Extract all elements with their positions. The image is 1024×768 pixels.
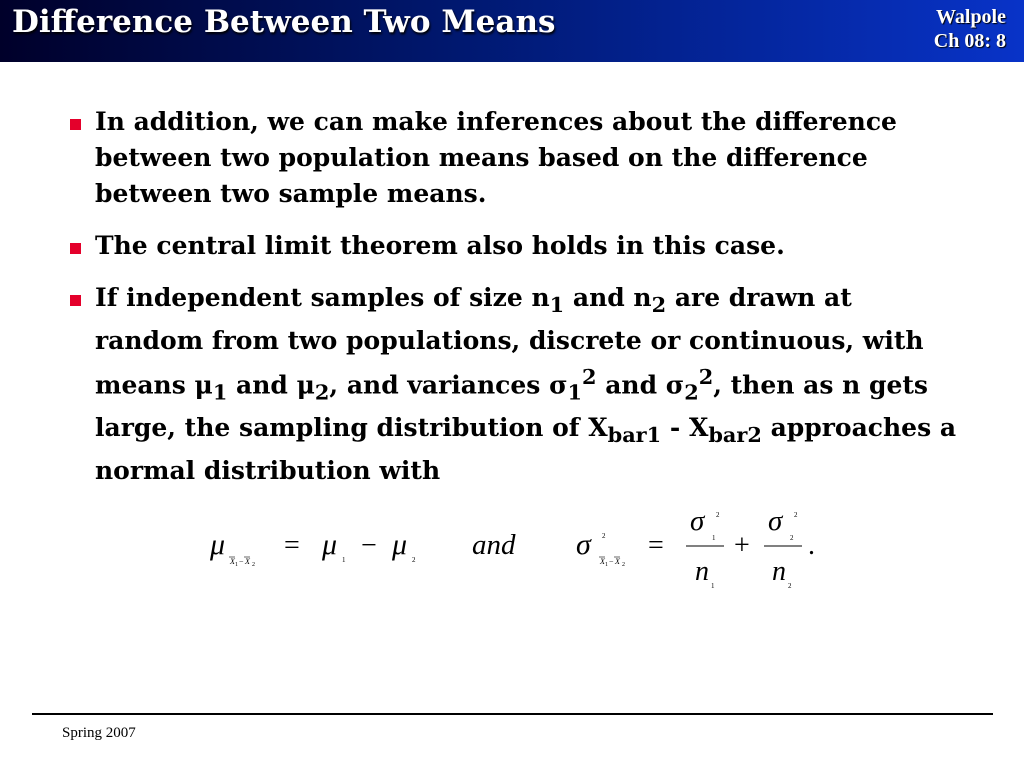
mu-symbol: μ: [194, 370, 213, 400]
sampling-distribution-formula: [198, 500, 838, 600]
subscript-one: 1: [605, 562, 608, 568]
bullet-item: [70, 228, 965, 264]
subscript-two: 2: [622, 562, 625, 568]
plus-sign: +: [734, 530, 750, 561]
n-two-symbol: n: [772, 556, 786, 587]
superscript-two: 2: [602, 532, 606, 540]
and-word: and: [472, 529, 516, 561]
reference-author: Walpole: [935, 6, 1006, 28]
text-run: , and variances: [329, 370, 550, 400]
mu-two-symbol: μ: [392, 528, 408, 561]
subscript: 2: [314, 379, 330, 405]
text-run: If independent samples of size n: [95, 283, 550, 312]
subscript: 2: [651, 292, 667, 317]
text-run: are drawn at random from two populations, discrete or continuous, with means: [95, 283, 924, 400]
subscript-one: 1: [712, 534, 716, 542]
text-run: , then as n gets large, the sampling distribution of X: [95, 370, 928, 443]
bullet-square-icon: [70, 119, 81, 130]
equals-sign: =: [284, 530, 300, 561]
period: .: [808, 530, 815, 561]
chapter-reference: [934, 5, 1006, 53]
subscript: 2: [684, 379, 699, 405]
bullet-list: [70, 104, 965, 505]
x2-subscript: X: [245, 557, 250, 566]
bullet-item: [70, 104, 965, 212]
title-bar: [0, 0, 1024, 62]
text-run: and n: [564, 283, 652, 312]
bullet-text: [95, 280, 965, 489]
bullet-text: In addition, we can make inferences about the difference between two population means based on the difference between two sample means.: [95, 107, 897, 208]
bullet-item: [70, 280, 965, 489]
text-run: and: [227, 370, 297, 400]
x1-subscript: X: [230, 557, 235, 566]
text-run: - X: [661, 413, 709, 443]
x2-subscript: X: [615, 557, 620, 566]
subscript-one: 1: [342, 556, 346, 564]
subscript-one: 1: [711, 582, 715, 590]
sigma-symbol: σ: [549, 370, 568, 400]
n-one-symbol: n: [695, 556, 709, 587]
mu-one-symbol: μ: [322, 528, 338, 561]
mu-symbol: μ: [210, 528, 226, 561]
subscript: 1: [567, 379, 582, 405]
superscript: 2: [698, 364, 714, 389]
reference-chapter-page: Ch 08: 8: [933, 30, 1006, 52]
equals-sign: =: [648, 530, 664, 561]
subscript: 1: [549, 292, 565, 317]
bullet-text: The central limit theorem also holds in this case.: [95, 231, 785, 260]
subscript: bar1: [607, 422, 662, 448]
subscript-two: 2: [252, 562, 255, 568]
minus-sign: −: [239, 557, 244, 566]
bullet-square-icon: [70, 243, 81, 254]
x1-subscript: X: [600, 557, 605, 566]
subscript-two: 2: [788, 582, 792, 590]
minus-sign: −: [361, 530, 377, 561]
subscript: 1: [212, 379, 228, 405]
bullet-square-icon: [70, 295, 81, 306]
subscript-two: 2: [412, 556, 416, 564]
text-run: and: [596, 370, 666, 400]
footer-divider: [32, 713, 993, 715]
sigma-symbol: σ: [665, 370, 685, 400]
mu-symbol: μ: [296, 370, 315, 400]
superscript-two: 2: [716, 511, 720, 519]
superscript-two: 2: [794, 511, 798, 519]
text-run: approaches a normal distribution with: [95, 413, 957, 486]
sigma-symbol: σ: [576, 528, 591, 561]
minus-sign: −: [609, 557, 614, 566]
subscript-one: 1: [235, 562, 238, 568]
footer-date: Spring 2007: [62, 725, 136, 741]
sigma-two-symbol: σ: [768, 505, 783, 537]
slide-title: Difference Between Two Means: [12, 4, 556, 40]
superscript: 2: [582, 364, 597, 389]
subscript-two: 2: [790, 534, 794, 542]
sigma-one-symbol: σ: [690, 505, 705, 537]
subscript: bar2: [708, 422, 762, 448]
